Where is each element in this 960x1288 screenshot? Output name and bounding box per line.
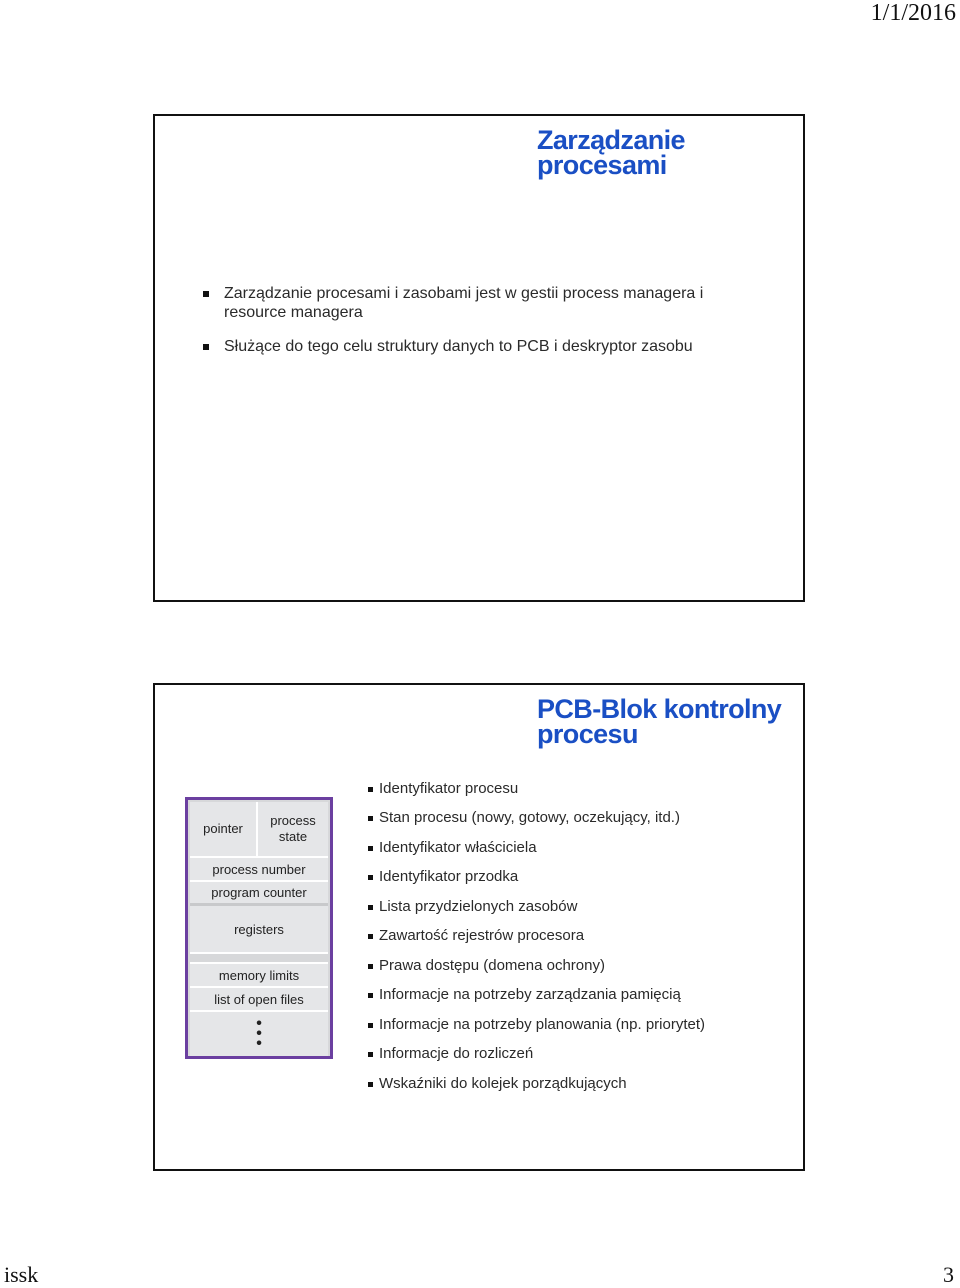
pcb-open-files: list of open files <box>190 988 328 1012</box>
pcb-spacer <box>190 954 328 964</box>
pcb-memory-limits: memory limits <box>190 964 328 988</box>
bullet-item: Informacje do rozliczeń <box>368 1044 798 1064</box>
bullet-item: Informacje na potrzeby planowania (np. priorytet) <box>368 1015 798 1035</box>
footer-label: issk <box>4 1262 39 1287</box>
slide-title-line-1: Zarządzanie <box>537 125 685 155</box>
pcb-process-number: process number <box>190 858 328 882</box>
slide-pcb <box>153 683 805 1171</box>
bullet-item: Służące do tego celu struktury danych to PCB i deskryptor zasobu <box>199 337 759 356</box>
pcb-diagram <box>185 797 333 1059</box>
page-number: 3 <box>943 1262 954 1287</box>
pcb-program-counter: program counter <box>190 882 328 906</box>
pcb-row-pointer-state <box>190 802 328 858</box>
slide-title <box>537 694 782 749</box>
bullet-list <box>199 284 759 371</box>
bullet-list-first <box>368 779 518 809</box>
bullet-item: Informacje na potrzeby zarządzania pamięcią <box>368 985 798 1005</box>
bullet-item: Zawartość rejestrów procesora <box>368 926 798 946</box>
slide-title <box>537 125 685 180</box>
pcb-ellipsis: • • • <box>190 1012 328 1056</box>
slide-title-line-2: procesu <box>537 719 638 749</box>
bullet-item: Identyfikator procesu <box>368 779 518 799</box>
bullet-item: Prawa dostępu (domena ochrony) <box>368 956 798 976</box>
page-date: 1/1/2016 <box>870 0 956 26</box>
slide-title-line-1: PCB-Blok kontrolny <box>537 694 782 724</box>
pcb-process-state-line-2: state <box>278 829 308 844</box>
bullet-item: Identyfikator przodka <box>368 867 798 887</box>
slide-title-line-2: procesami <box>537 150 667 180</box>
bullet-list <box>368 808 798 1103</box>
bullet-item: Stan procesu (nowy, gotowy, oczekujący, itd.) <box>368 808 798 828</box>
bullet-item: Identyfikator właściciela <box>368 838 798 858</box>
bullet-item: Wskaźniki do kolejek porządkujących <box>368 1074 798 1094</box>
pcb-pointer: pointer <box>190 802 258 858</box>
slide-process-management <box>153 114 805 602</box>
bullet-item: Zarządzanie procesami i zasobami jest w gestii process managera i resource managera <box>199 284 759 322</box>
pcb-process-state <box>258 802 328 858</box>
pcb-process-state-line-1: process <box>270 813 316 828</box>
pcb-registers: registers <box>190 906 328 954</box>
bullet-item: Lista przydzielonych zasobów <box>368 897 798 917</box>
